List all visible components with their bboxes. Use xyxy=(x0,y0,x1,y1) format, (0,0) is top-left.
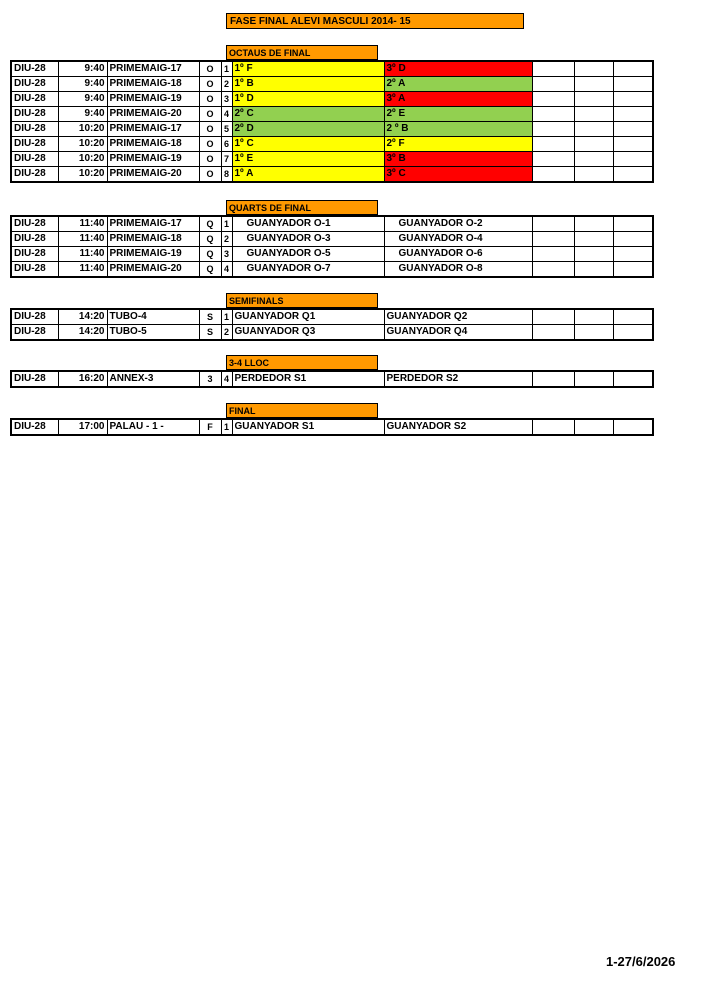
venue-cell: PRIMEMAIG-18 xyxy=(107,232,199,247)
away-team-cell: 2º E xyxy=(384,107,532,122)
empty-result-cell xyxy=(574,216,613,232)
away-team-cell: 2º A xyxy=(384,77,532,92)
match-number-cell: 4 xyxy=(221,371,232,387)
schedule-table-third-place xyxy=(10,370,654,388)
empty-result-cell xyxy=(574,247,613,262)
match-number-cell: 6 xyxy=(221,137,232,152)
round-code-cell: Q xyxy=(199,247,221,262)
home-team-cell: 1º F xyxy=(232,61,384,77)
empty-result-cell xyxy=(613,122,653,137)
empty-result-cell xyxy=(532,167,574,183)
venue-cell: PRIMEMAIG-18 xyxy=(107,77,199,92)
table-row xyxy=(11,216,653,232)
empty-result-cell xyxy=(574,167,613,183)
venue-cell: PRIMEMAIG-20 xyxy=(107,167,199,183)
empty-result-cell xyxy=(613,309,653,325)
empty-result-cell xyxy=(532,152,574,167)
empty-result-cell xyxy=(574,371,613,387)
home-team-cell: 2º C xyxy=(232,107,384,122)
match-number-cell: 3 xyxy=(221,92,232,107)
empty-result-cell xyxy=(613,61,653,77)
home-team-cell: PERDEDOR S1 xyxy=(232,371,384,387)
empty-result-cell xyxy=(574,61,613,77)
round-code-cell: O xyxy=(199,107,221,122)
venue-cell: PRIMEMAIG-19 xyxy=(107,247,199,262)
round-code-cell: F xyxy=(199,419,221,435)
day-cell: DIU-28 xyxy=(11,137,58,152)
time-cell: 10:20 xyxy=(58,152,107,167)
venue-cell: PALAU - 1 - xyxy=(107,419,199,435)
time-cell: 9:40 xyxy=(58,61,107,77)
table-row xyxy=(11,77,653,92)
empty-result-cell xyxy=(532,309,574,325)
round-code-cell: S xyxy=(199,309,221,325)
venue-cell: PRIMEMAIG-17 xyxy=(107,61,199,77)
day-cell: DIU-28 xyxy=(11,216,58,232)
section-heading-semifinals: SEMIFINALS xyxy=(226,293,378,308)
time-cell: 14:20 xyxy=(58,325,107,341)
page-footer-date: 1-27/6/2026 xyxy=(606,954,676,969)
empty-result-cell xyxy=(574,325,613,341)
home-team-cell: 1º A xyxy=(232,167,384,183)
day-cell: DIU-28 xyxy=(11,247,58,262)
empty-result-cell xyxy=(532,247,574,262)
time-cell: 9:40 xyxy=(58,77,107,92)
home-team-cell: GUANYADOR Q3 xyxy=(232,325,384,341)
table-row xyxy=(11,232,653,247)
empty-result-cell xyxy=(532,122,574,137)
empty-result-cell xyxy=(613,216,653,232)
table-row xyxy=(11,107,653,122)
day-cell: DIU-28 xyxy=(11,107,58,122)
schedule-table-semifinals xyxy=(10,308,654,341)
table-row xyxy=(11,325,653,341)
away-team-cell: GUANYADOR O-4 xyxy=(384,232,532,247)
day-cell: DIU-28 xyxy=(11,419,58,435)
home-team-cell: GUANYADOR O-1 xyxy=(232,216,384,232)
section-heading-final: FINAL xyxy=(226,403,378,418)
table-row xyxy=(11,137,653,152)
empty-result-cell xyxy=(532,77,574,92)
day-cell: DIU-28 xyxy=(11,232,58,247)
venue-cell: PRIMEMAIG-19 xyxy=(107,92,199,107)
empty-result-cell xyxy=(532,92,574,107)
section-heading-quarts: QUARTS DE FINAL xyxy=(226,200,378,215)
round-code-cell: O xyxy=(199,137,221,152)
day-cell: DIU-28 xyxy=(11,371,58,387)
time-cell: 16:20 xyxy=(58,371,107,387)
time-cell: 9:40 xyxy=(58,92,107,107)
match-number-cell: 2 xyxy=(221,232,232,247)
time-cell: 11:40 xyxy=(58,262,107,278)
match-number-cell: 5 xyxy=(221,122,232,137)
away-team-cell: GUANYADOR O-2 xyxy=(384,216,532,232)
empty-result-cell xyxy=(613,107,653,122)
day-cell: DIU-28 xyxy=(11,77,58,92)
round-code-cell: S xyxy=(199,325,221,341)
time-cell: 10:20 xyxy=(58,122,107,137)
venue-cell: PRIMEMAIG-17 xyxy=(107,122,199,137)
day-cell: DIU-28 xyxy=(11,167,58,183)
away-team-cell: GUANYADOR Q2 xyxy=(384,309,532,325)
home-team-cell: GUANYADOR S1 xyxy=(232,419,384,435)
section-heading-third-place: 3-4 LLOC xyxy=(226,355,378,370)
day-cell: DIU-28 xyxy=(11,309,58,325)
home-team-cell: GUANYADOR Q1 xyxy=(232,309,384,325)
round-code-cell: Q xyxy=(199,232,221,247)
empty-result-cell xyxy=(532,61,574,77)
match-number-cell: 8 xyxy=(221,167,232,183)
table-row xyxy=(11,262,653,278)
match-number-cell: 1 xyxy=(221,419,232,435)
time-cell: 9:40 xyxy=(58,107,107,122)
section-heading-octaus: OCTAUS DE FINAL xyxy=(226,45,378,60)
empty-result-cell xyxy=(532,232,574,247)
match-number-cell: 1 xyxy=(221,216,232,232)
table-row xyxy=(11,92,653,107)
time-cell: 11:40 xyxy=(58,216,107,232)
away-team-cell: 3º D xyxy=(384,61,532,77)
away-team-cell: GUANYADOR O-6 xyxy=(384,247,532,262)
empty-result-cell xyxy=(574,137,613,152)
day-cell: DIU-28 xyxy=(11,61,58,77)
table-row xyxy=(11,61,653,77)
away-team-cell: GUANYADOR O-8 xyxy=(384,262,532,278)
empty-result-cell xyxy=(613,152,653,167)
empty-result-cell xyxy=(532,137,574,152)
day-cell: DIU-28 xyxy=(11,92,58,107)
round-code-cell: Q xyxy=(199,262,221,278)
away-team-cell: 2º F xyxy=(384,137,532,152)
venue-cell: PRIMEMAIG-19 xyxy=(107,152,199,167)
empty-result-cell xyxy=(613,167,653,183)
round-code-cell: O xyxy=(199,92,221,107)
empty-result-cell xyxy=(532,325,574,341)
away-team-cell: PERDEDOR S2 xyxy=(384,371,532,387)
empty-result-cell xyxy=(613,262,653,278)
schedule-table-final xyxy=(10,418,654,436)
match-number-cell: 4 xyxy=(221,262,232,278)
time-cell: 10:20 xyxy=(58,137,107,152)
venue-cell: PRIMEMAIG-18 xyxy=(107,137,199,152)
table-row xyxy=(11,122,653,137)
day-cell: DIU-28 xyxy=(11,262,58,278)
empty-result-cell xyxy=(613,371,653,387)
schedule-table-quarts xyxy=(10,215,654,278)
table-row xyxy=(11,247,653,262)
day-cell: DIU-28 xyxy=(11,122,58,137)
empty-result-cell xyxy=(574,232,613,247)
empty-result-cell xyxy=(532,371,574,387)
table-row xyxy=(11,419,653,435)
page-title: FASE FINAL ALEVI MASCULI 2014- 15 xyxy=(226,13,524,29)
empty-result-cell xyxy=(613,137,653,152)
empty-result-cell xyxy=(613,325,653,341)
away-team-cell: 3º B xyxy=(384,152,532,167)
home-team-cell: 1º D xyxy=(232,92,384,107)
empty-result-cell xyxy=(574,152,613,167)
time-cell: 14:20 xyxy=(58,309,107,325)
home-team-cell: GUANYADOR O-3 xyxy=(232,232,384,247)
empty-result-cell xyxy=(574,419,613,435)
empty-result-cell xyxy=(613,247,653,262)
round-code-cell: O xyxy=(199,122,221,137)
empty-result-cell xyxy=(574,122,613,137)
table-row xyxy=(11,371,653,387)
empty-result-cell xyxy=(574,262,613,278)
home-team-cell: 1º B xyxy=(232,77,384,92)
home-team-cell: 1º C xyxy=(232,137,384,152)
round-code-cell: O xyxy=(199,167,221,183)
home-team-cell: 1º E xyxy=(232,152,384,167)
time-cell: 11:40 xyxy=(58,232,107,247)
table-row xyxy=(11,167,653,183)
match-number-cell: 4 xyxy=(221,107,232,122)
empty-result-cell xyxy=(532,216,574,232)
home-team-cell: GUANYADOR O-7 xyxy=(232,262,384,278)
match-number-cell: 1 xyxy=(221,309,232,325)
round-code-cell: O xyxy=(199,152,221,167)
round-code-cell: 3 xyxy=(199,371,221,387)
empty-result-cell xyxy=(613,92,653,107)
empty-result-cell xyxy=(574,77,613,92)
match-number-cell: 3 xyxy=(221,247,232,262)
away-team-cell: GUANYADOR S2 xyxy=(384,419,532,435)
table-row xyxy=(11,152,653,167)
empty-result-cell xyxy=(532,262,574,278)
venue-cell: TUBO-4 xyxy=(107,309,199,325)
venue-cell: PRIMEMAIG-17 xyxy=(107,216,199,232)
home-team-cell: 2º D xyxy=(232,122,384,137)
empty-result-cell xyxy=(532,107,574,122)
away-team-cell: 3º C xyxy=(384,167,532,183)
empty-result-cell xyxy=(613,232,653,247)
schedule-table-octaus xyxy=(10,60,654,183)
venue-cell: PRIMEMAIG-20 xyxy=(107,107,199,122)
time-cell: 11:40 xyxy=(58,247,107,262)
empty-result-cell xyxy=(574,309,613,325)
away-team-cell: GUANYADOR Q4 xyxy=(384,325,532,341)
venue-cell: TUBO-5 xyxy=(107,325,199,341)
match-number-cell: 1 xyxy=(221,61,232,77)
time-cell: 10:20 xyxy=(58,167,107,183)
venue-cell: PRIMEMAIG-20 xyxy=(107,262,199,278)
empty-result-cell xyxy=(574,92,613,107)
round-code-cell: O xyxy=(199,61,221,77)
home-team-cell: GUANYADOR O-5 xyxy=(232,247,384,262)
away-team-cell: 3º A xyxy=(384,92,532,107)
empty-result-cell xyxy=(574,107,613,122)
table-row xyxy=(11,309,653,325)
time-cell: 17:00 xyxy=(58,419,107,435)
match-number-cell: 2 xyxy=(221,77,232,92)
match-number-cell: 7 xyxy=(221,152,232,167)
venue-cell: ANNEX-3 xyxy=(107,371,199,387)
empty-result-cell xyxy=(613,419,653,435)
empty-result-cell xyxy=(613,77,653,92)
round-code-cell: O xyxy=(199,77,221,92)
away-team-cell: 2 º B xyxy=(384,122,532,137)
round-code-cell: Q xyxy=(199,216,221,232)
empty-result-cell xyxy=(532,419,574,435)
day-cell: DIU-28 xyxy=(11,152,58,167)
day-cell: DIU-28 xyxy=(11,325,58,341)
match-number-cell: 2 xyxy=(221,325,232,341)
